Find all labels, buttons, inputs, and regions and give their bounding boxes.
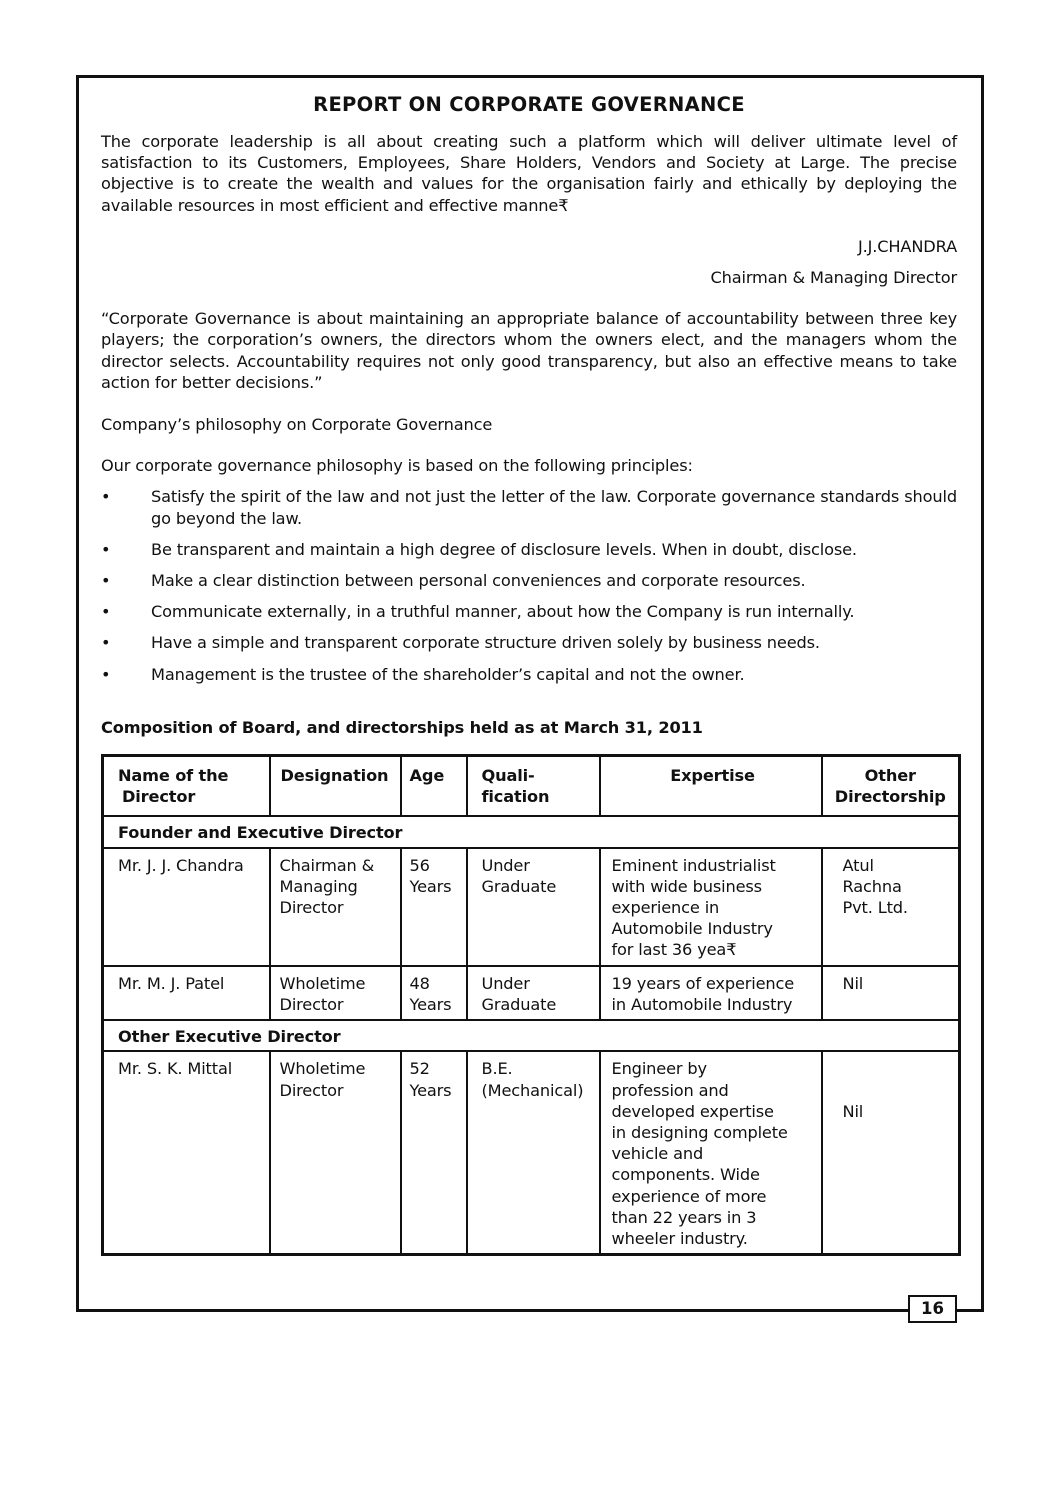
table-row [103, 1051, 960, 1254]
table-row [103, 848, 960, 966]
bullet-icon: • [101, 633, 111, 653]
cell-other-directorship: Nil [822, 966, 960, 1020]
principle-item [101, 664, 957, 685]
signature-name: J.J.CHANDRA [858, 236, 957, 256]
principles-intro: Our corporate governance philosophy is based on the following principles: [101, 456, 693, 476]
bullet-icon: • [101, 602, 111, 622]
page-number: 16 [908, 1295, 957, 1323]
cell-age: 56 Years [401, 848, 467, 966]
board-table-title: Composition of Board, and directorships held as at March 31, 2011 [101, 717, 703, 737]
page-content [101, 88, 957, 1256]
header-designation: Designation [270, 756, 401, 817]
header-name: Name of the Director [103, 756, 270, 817]
principle-text: Have a simple and transparent corporate structure driven solely by business needs. [151, 633, 820, 653]
page-title: REPORT ON CORPORATE GOVERNANCE [313, 93, 745, 116]
header-age: Age [401, 756, 467, 817]
cell-name: Mr. J. J. Chandra [103, 848, 270, 966]
table-header-row [103, 756, 960, 817]
cell-qualification: Under Graduate [467, 848, 600, 966]
section-label: Other Executive Director [103, 1020, 960, 1051]
header-expertise: Expertise [600, 756, 822, 817]
principle-text: Make a clear distinction between personal conveniences and corporate resources. [151, 571, 806, 591]
bullet-icon: • [101, 539, 111, 559]
cell-name: Mr. M. J. Patel [103, 966, 270, 1020]
cell-qualification: B.E. (Mechanical) [467, 1051, 600, 1254]
cell-qualification: Under Graduate [467, 966, 600, 1020]
principle-item [101, 601, 957, 622]
philosophy-heading: Company’s philosophy on Corporate Governance [101, 415, 493, 435]
signature-role: Chairman & Managing Director [710, 268, 957, 288]
intro-paragraph: The corporate leadership is all about creating such a platform which will deliver ultimate level of satisfaction to its Customers, Employees, Share Holders, Vendors and Society at Large. The precise objective is to create the wealth and values for the organisation fairly and ethically by deploying the available resources in most efficient and effective manne₹ [101, 132, 957, 215]
principle-text: Management is the trustee of the shareholder’s capital and not the owner. [151, 664, 745, 684]
principle-item [101, 570, 957, 591]
table-row [103, 966, 960, 1020]
bullet-icon: • [101, 571, 111, 591]
cell-other-directorship: Nil [822, 1051, 960, 1254]
cell-other-directorship: Atul Rachna Pvt. Ltd. [822, 848, 960, 966]
bullet-icon: • [101, 664, 111, 684]
principle-item [101, 632, 957, 653]
principles-list [101, 486, 957, 684]
section-row [103, 1020, 960, 1051]
cell-age: 52 Years [401, 1051, 467, 1254]
cell-designation: Wholetime Director [270, 1051, 401, 1254]
principle-text: Be transparent and maintain a high degree of disclosure levels. When in doubt, disclose. [151, 539, 857, 559]
bullet-icon: • [101, 487, 111, 507]
board-composition-table [101, 754, 961, 1256]
cell-expertise: 19 years of experience in Automobile Industry [600, 966, 822, 1020]
section-row [103, 816, 960, 847]
header-other-directorship: Other Directorship [822, 756, 960, 817]
header-qualification: Quali- fication [467, 756, 600, 817]
governance-quote: “Corporate Governance is about maintaining an appropriate balance of accountability between three key players; the corporation’s owners, the directors whom the owners elect, and the managers whom the director selects. Accountability requires not only good transparency, but also an effective means to take action for better decisions.” [101, 309, 957, 392]
cell-age: 48 Years [401, 966, 467, 1020]
principle-text: Satisfy the spirit of the law and not just the letter of the law. Corporate governance standards should go beyond the law. [151, 487, 957, 528]
principle-item [101, 486, 957, 528]
principle-item [101, 539, 957, 560]
cell-designation: Chairman & Managing Director [270, 848, 401, 966]
section-label: Founder and Executive Director [103, 816, 960, 847]
cell-expertise: Engineer by profession and developed expertise in designing complete vehicle and components. Wide experience of more than 22 years in 3 wheeler industry. [600, 1051, 822, 1254]
cell-expertise: Eminent industrialist with wide business experience in Automobile Industry for last 36 yea₹ [600, 848, 822, 966]
cell-name: Mr. S. K. Mittal [103, 1051, 270, 1254]
cell-designation: Wholetime Director [270, 966, 401, 1020]
principle-text: Communicate externally, in a truthful manner, about how the Company is run internally. [151, 602, 855, 622]
